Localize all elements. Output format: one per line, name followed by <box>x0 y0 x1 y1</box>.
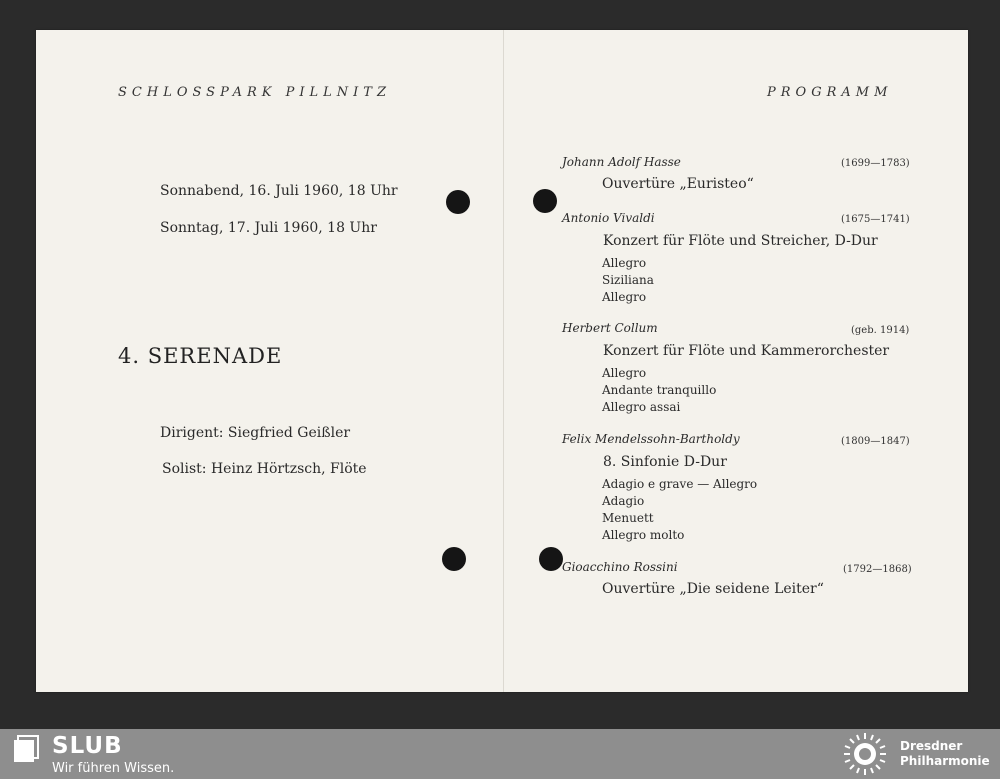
composer-name: Antonio Vivaldi <box>562 211 655 225</box>
composer-years: (1809—1847) <box>841 436 910 447</box>
movement: Allegro <box>602 290 647 304</box>
composer-name: Felix Mendelssohn-Bartholdy <box>562 432 740 446</box>
composer-years: (1675—1741) <box>841 214 910 225</box>
program-header: PROGRAMM <box>767 85 893 100</box>
movement: Adagio <box>602 494 645 508</box>
movement: Allegro <box>602 366 647 380</box>
date-line: Sonntag, 17. Juli 1960, 18 Uhr <box>160 220 377 236</box>
movement: Siziliana <box>602 273 654 287</box>
punch-hole <box>539 547 563 571</box>
date-line: Sonnabend, 16. Juli 1960, 18 Uhr <box>160 183 398 199</box>
work-title: 8. Sinfonie D-Dur <box>603 454 727 470</box>
soloist-line: Solist: Heinz Hörtzsch, Flöte <box>162 461 367 477</box>
book-icon <box>12 734 42 764</box>
composer-years: (1792—1868) <box>843 564 912 575</box>
movement: Allegro molto <box>602 528 685 542</box>
movement: Adagio e grave — Allegro <box>602 477 758 491</box>
work-title: Ouvertüre „Die seidene Leiter“ <box>602 581 824 597</box>
library-name: SLUB <box>52 733 123 759</box>
movement: Menuett <box>602 511 654 525</box>
movement: Andante tranquillo <box>602 383 717 397</box>
partner-name: Dresdner Philharmonie <box>900 739 990 768</box>
work-title: Ouvertüre „Euristeo“ <box>602 176 754 192</box>
movement: Allegro <box>602 256 647 270</box>
composer-name: Gioacchino Rossini <box>562 560 678 574</box>
conductor-line: Dirigent: Siegfried Geißler <box>160 425 351 441</box>
footer-bar <box>0 729 1000 779</box>
punch-hole <box>533 189 557 213</box>
composer-name: Herbert Collum <box>562 321 658 335</box>
work-title: Konzert für Flöte und Kammerorchester <box>603 343 890 359</box>
composer-years: (geb. 1914) <box>851 325 910 336</box>
sunburst-logo-icon <box>840 731 890 777</box>
punch-hole <box>442 547 466 571</box>
concert-title: 4. SERENADE <box>118 344 283 368</box>
punch-hole <box>446 190 470 214</box>
composer-name: Johann Adolf Hasse <box>562 155 681 169</box>
work-title: Konzert für Flöte und Streicher, D-Dur <box>603 233 878 249</box>
center-fold <box>503 30 504 692</box>
library-tagline: Wir führen Wissen. <box>52 761 175 776</box>
venue-header: SCHLOSSPARK PILLNITZ <box>118 85 391 100</box>
composer-years: (1699—1783) <box>841 158 910 169</box>
movement: Allegro assai <box>602 400 681 414</box>
